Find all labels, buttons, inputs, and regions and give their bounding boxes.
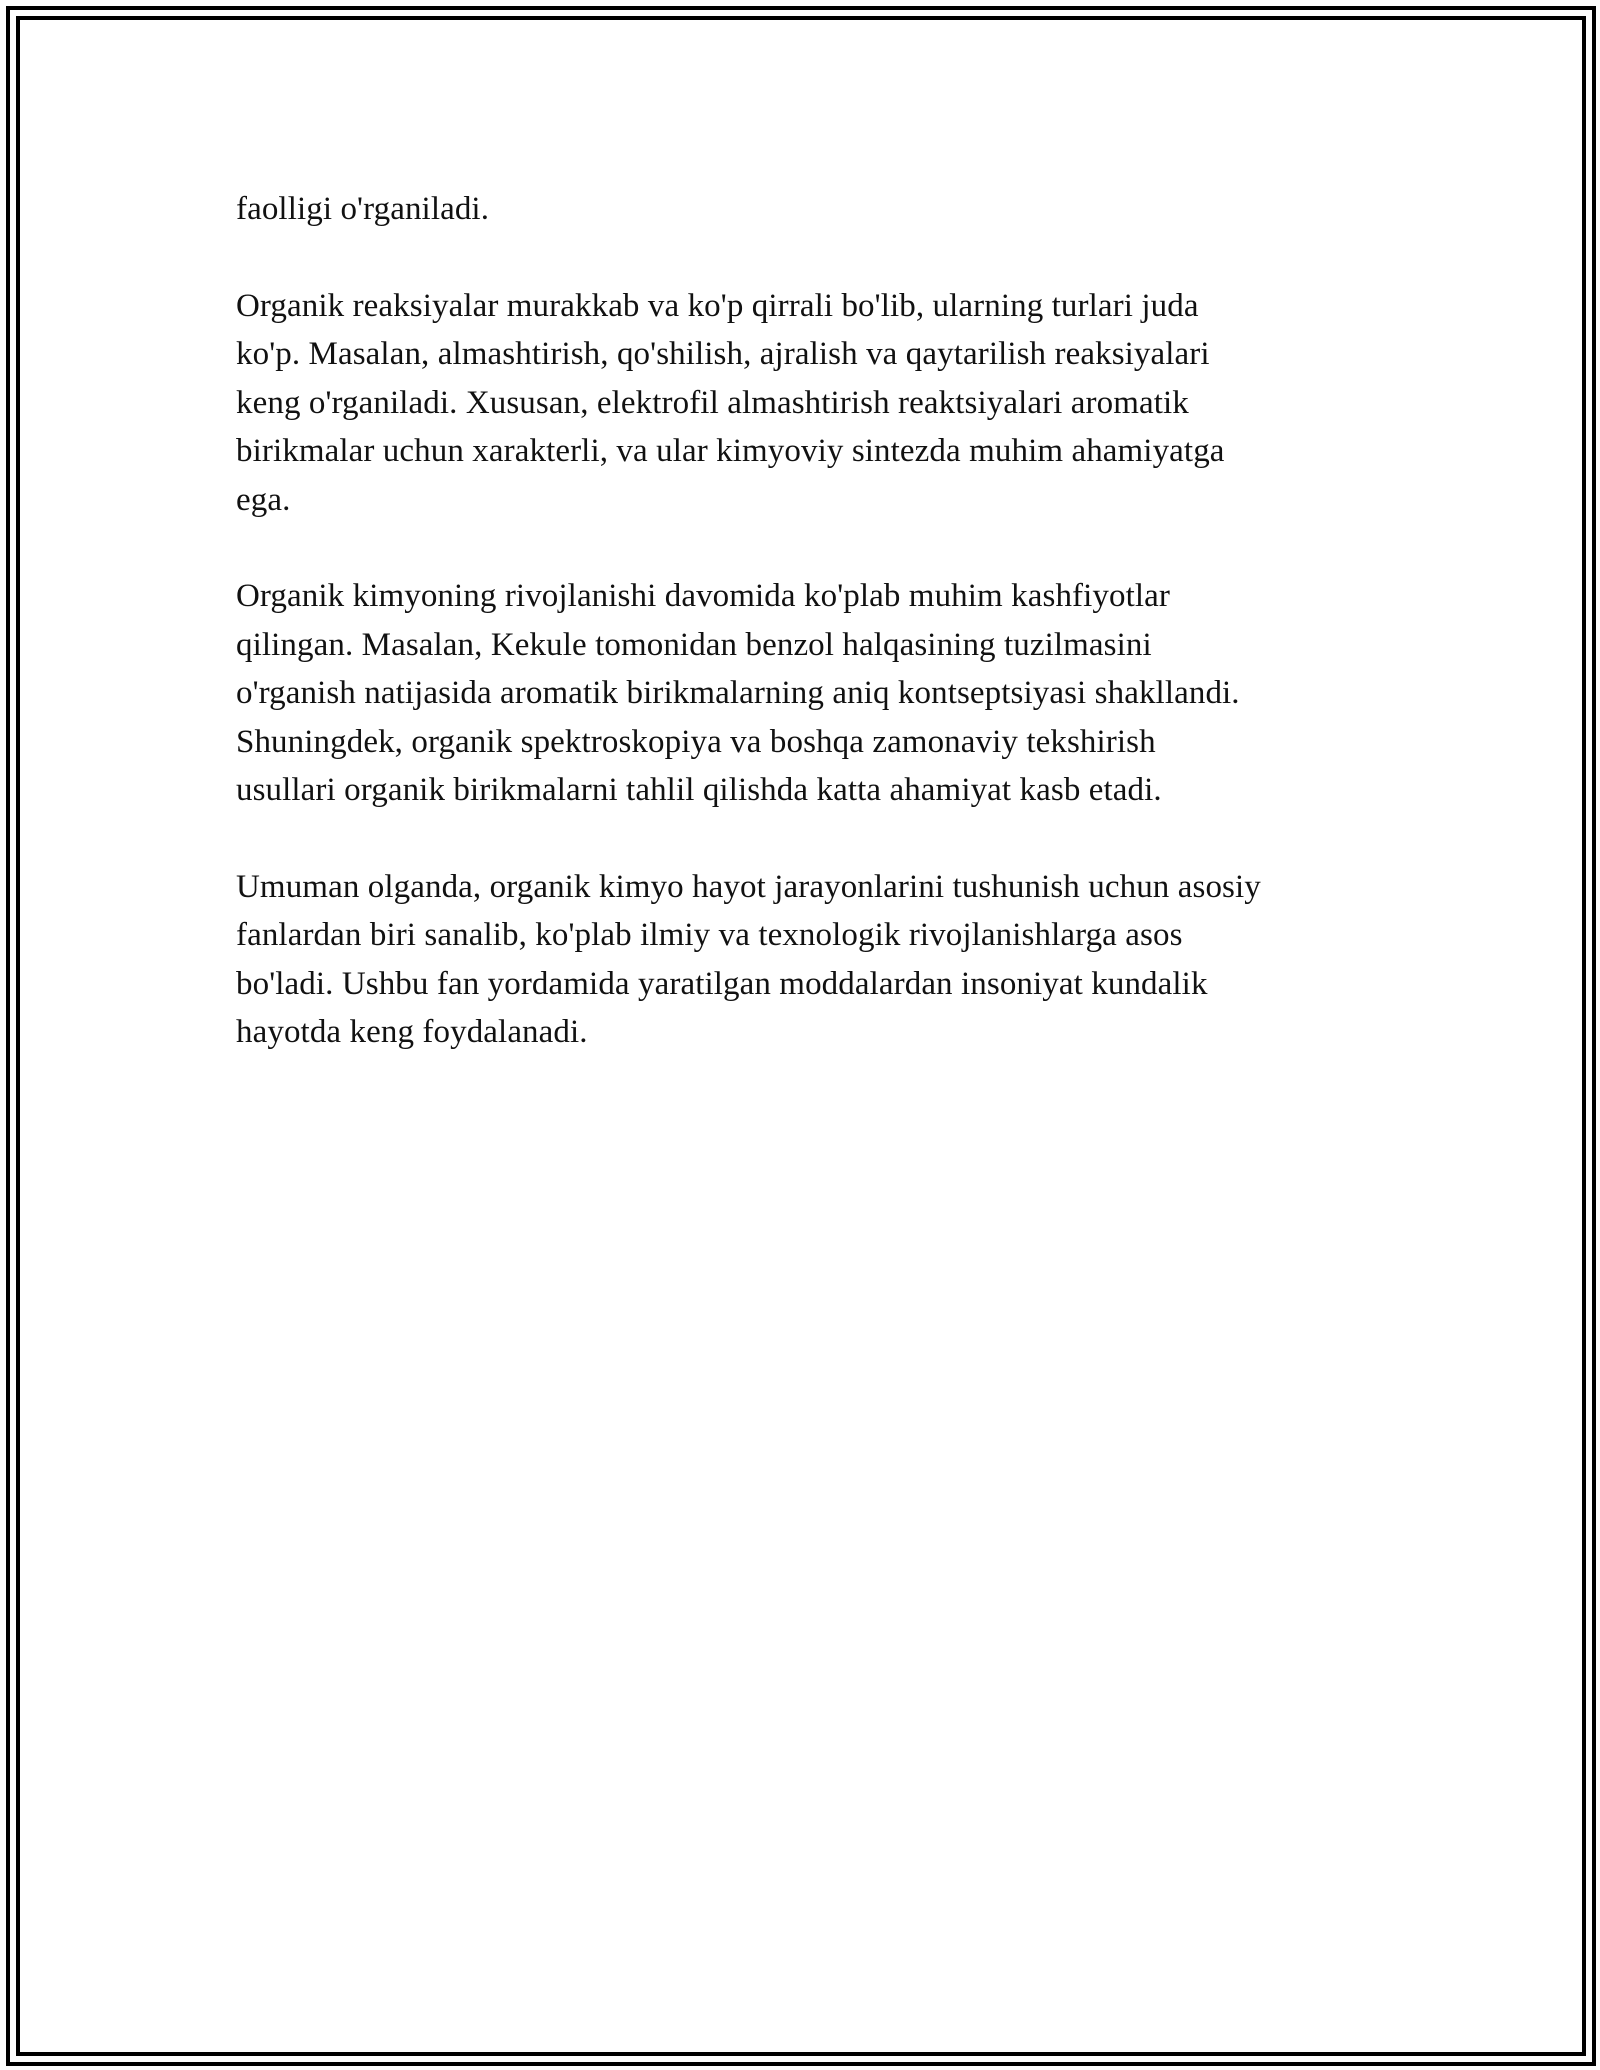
text-line: o'rganish natijasida aromatik birikmalarning aniq kontseptsiyasi shakllandi. bbox=[236, 675, 1240, 711]
text-line: Shuningdek, organik spektroskopiya va boshqa zamonaviy tekshirish bbox=[236, 723, 1156, 760]
document-body bbox=[236, 185, 1386, 1105]
text-line: faolligi o'rganiladi. bbox=[236, 191, 490, 227]
paragraph-2 bbox=[236, 282, 1386, 525]
text-line: fanlardan biri sanalib, ko'plab ilmiy va texnologik rivojlanishlarga asos bbox=[236, 917, 1183, 953]
text-line: keng o'rganiladi. Xususan, elektrofil almashtirish reaktsiyalari aromatik bbox=[236, 384, 1189, 421]
paragraph-3 bbox=[236, 572, 1386, 815]
text-line: Organik reaksiyalar murakkab va ko'p qirrali bo'lib, ularning turlari juda bbox=[236, 287, 1199, 324]
text-line: ko'p. Masalan, almashtirish, qo'shilish, ajralish va qaytarilish reaksiyalari bbox=[236, 336, 1210, 372]
text-line: usullari organik birikmalarni tahlil qilishda katta ahamiyat kasb etadi. bbox=[236, 772, 1162, 808]
paragraph-4 bbox=[236, 863, 1386, 1057]
text-line: qilingan. Masalan, Kekule tomonidan benzol halqasining tuzilmasini bbox=[236, 626, 1152, 663]
paragraph-1 bbox=[236, 185, 1386, 234]
text-line: Umuman olganda, organik kimyo hayot jarayonlarini tushunish uchun asosiy bbox=[236, 868, 1261, 905]
text-line: hayotda keng foydalanadi. bbox=[236, 1014, 588, 1050]
text-line: birikmalar uchun xarakterli, va ular kimyoviy sintezda muhim ahamiyatga bbox=[236, 433, 1225, 469]
text-line: bo'ladi. Ushbu fan yordamida yaratilgan moddalardan insoniyat kundalik bbox=[236, 965, 1208, 1002]
text-line: Organik kimyoning rivojlanishi davomida ko'plab muhim kashfiyotlar bbox=[236, 578, 1170, 614]
text-line: ega. bbox=[236, 481, 291, 518]
